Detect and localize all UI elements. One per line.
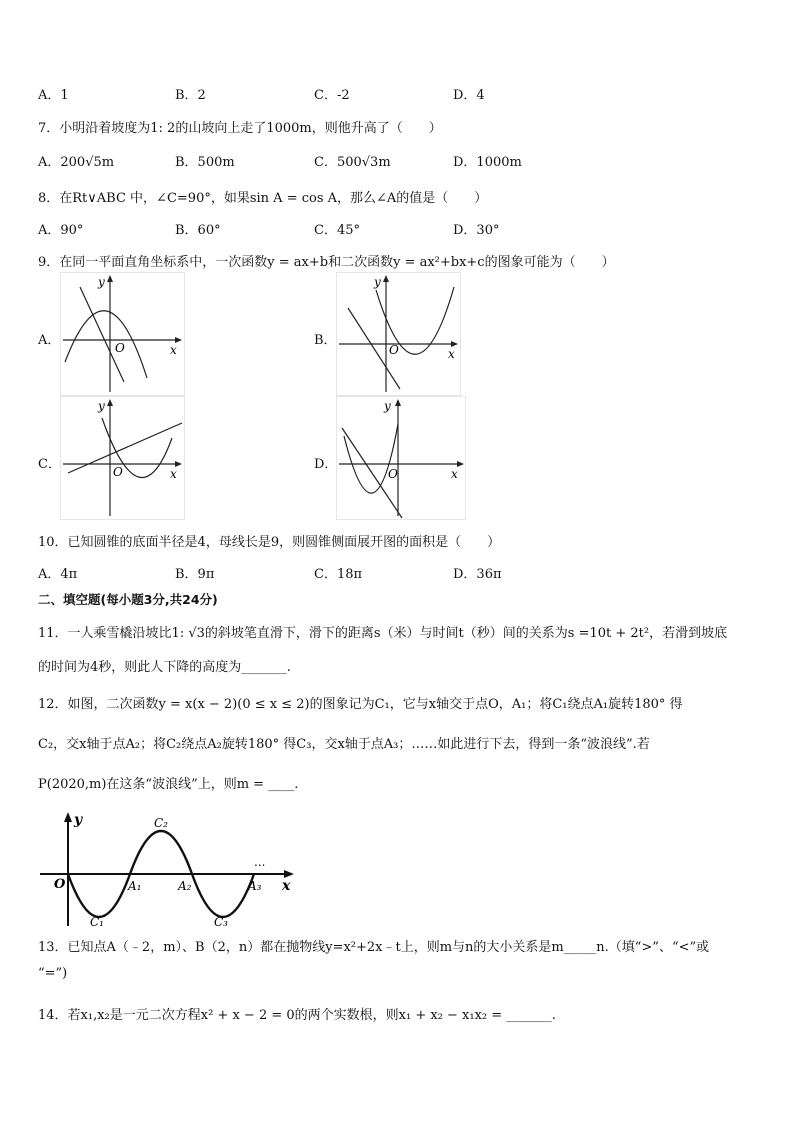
q6-option-b: B．2 <box>175 88 206 103</box>
q9-figure-c-label: C． <box>38 457 61 472</box>
q12-ellipsis: ... <box>254 855 266 869</box>
q12-point-a1: A₁ <box>128 879 142 893</box>
q9a-y-label: y <box>98 275 105 289</box>
q6-option-c: C．-2 <box>314 88 350 103</box>
q9d-y-label: y <box>384 399 391 413</box>
q13-line2: “=”) <box>38 966 68 981</box>
q7-stem: 7．小明沿着坡度为1: 2的山坡向上走了1000m，则他升高了（ ） <box>38 121 442 136</box>
q12-point-a3: A₃ <box>248 879 262 893</box>
q9-figure-a <box>60 272 185 396</box>
q9-figure-b-label: B． <box>314 333 337 348</box>
q7-option-b: B．500m <box>175 155 235 170</box>
q14-stem: 14．若x₁,x₂是一元二次方程x² + x − 2 = 0的两个实数根，则x₁ + x₂ − x₁x₂ = _______. <box>38 1008 556 1023</box>
q11-line2: 的时间为4秒，则此人下降的高度为_______. <box>38 660 291 675</box>
q9c-origin-label: O <box>113 465 123 479</box>
q8-stem: 8．在Rt∨ABC 中，∠C=90°，如果sin A = cos A，那么∠A的值是（ ） <box>38 191 488 206</box>
q10-option-a: A．4π <box>38 567 78 582</box>
q9b-y-label: y <box>374 275 381 289</box>
q13-line1: 13．已知点A（﹣2，m）、B（2，n）都在抛物线y=x²+2x﹣t上，则m与n的大小关系是m_____n.（填“>”、“<”或 <box>38 940 710 955</box>
q9c-y-label: y <box>98 399 105 413</box>
q7-option-a: A．200√5m <box>38 155 115 170</box>
q9d-origin-label: O <box>388 467 398 481</box>
q12-origin-label: O <box>54 877 66 892</box>
q8-option-b: B．60° <box>175 223 221 238</box>
q12-curve-c3: C₃ <box>214 915 228 928</box>
q9-figure-b <box>336 272 461 396</box>
q10-stem: 10．已知圆锥的底面半径是4，母线长是9，则圆锥侧面展开图的面积是（ ） <box>38 535 501 550</box>
q8-option-d: D．30° <box>453 223 500 238</box>
q12-line3: P(2020,m)在这条“波浪线”上，则m = ____. <box>38 777 299 792</box>
q12-y-axis-label: y <box>74 812 83 828</box>
q9a-x-label: x <box>170 343 177 357</box>
q9c-x-label: x <box>170 467 177 481</box>
q9d-x-label: x <box>451 467 458 481</box>
section-heading-fill-in: 二、填空题(每小题3分,共24分) <box>38 592 218 607</box>
q12-line1: 12．如图，二次函数y = x(x − 2)(0 ≤ x ≤ 2)的图象记为C₁，它与x轴交于点O，A₁；将C₁绕点A₁旋转180° 得 <box>38 697 683 712</box>
q7-option-d: D．1000m <box>453 155 522 170</box>
q9a-origin-label: O <box>115 341 125 355</box>
q9-figure-d <box>336 396 466 520</box>
q10-option-c: C．18π <box>314 567 363 582</box>
q6-option-a: A．1 <box>38 88 69 103</box>
q10-option-d: D．36π <box>453 567 502 582</box>
q8-option-a: A．90° <box>38 223 84 238</box>
q12-curve-c1: C₁ <box>90 915 104 928</box>
q11-line1: 11．一人乘雪橇沿坡比1: √3的斜坡笔直滑下，滑下的距离s（米）与时间t（秒）间的关系为s =10t + 2t²，若滑到坡底 <box>38 626 728 641</box>
q9b-origin-label: O <box>389 343 399 357</box>
q12-wave-figure <box>36 808 302 928</box>
q6-option-d: D．4 <box>453 88 485 103</box>
q12-x-axis-label: x <box>282 878 291 894</box>
q8-option-c: C．45° <box>314 223 360 238</box>
q9-figure-a-label: A． <box>38 333 61 348</box>
q7-option-c: C．500√3m <box>314 155 391 170</box>
q12-line2: C₂，交x轴于点A₂；将C₂绕点A₂旋转180° 得C₃，交x轴于点A₃；……如此进行下去，得到一条“波浪线”.若 <box>38 737 650 752</box>
q12-curve-c2: C₂ <box>154 816 168 830</box>
q9-stem: 9．在同一平面直角坐标系中，一次函数y = ax+b和二次函数y = ax²+bx+c的图象可能为（ ） <box>38 255 615 270</box>
q9-figure-d-label: D． <box>314 457 338 472</box>
q9-figure-c <box>60 396 185 520</box>
q10-option-b: B．9π <box>175 567 215 582</box>
q9b-x-label: x <box>448 347 455 361</box>
q12-point-a2: A₂ <box>178 879 192 893</box>
